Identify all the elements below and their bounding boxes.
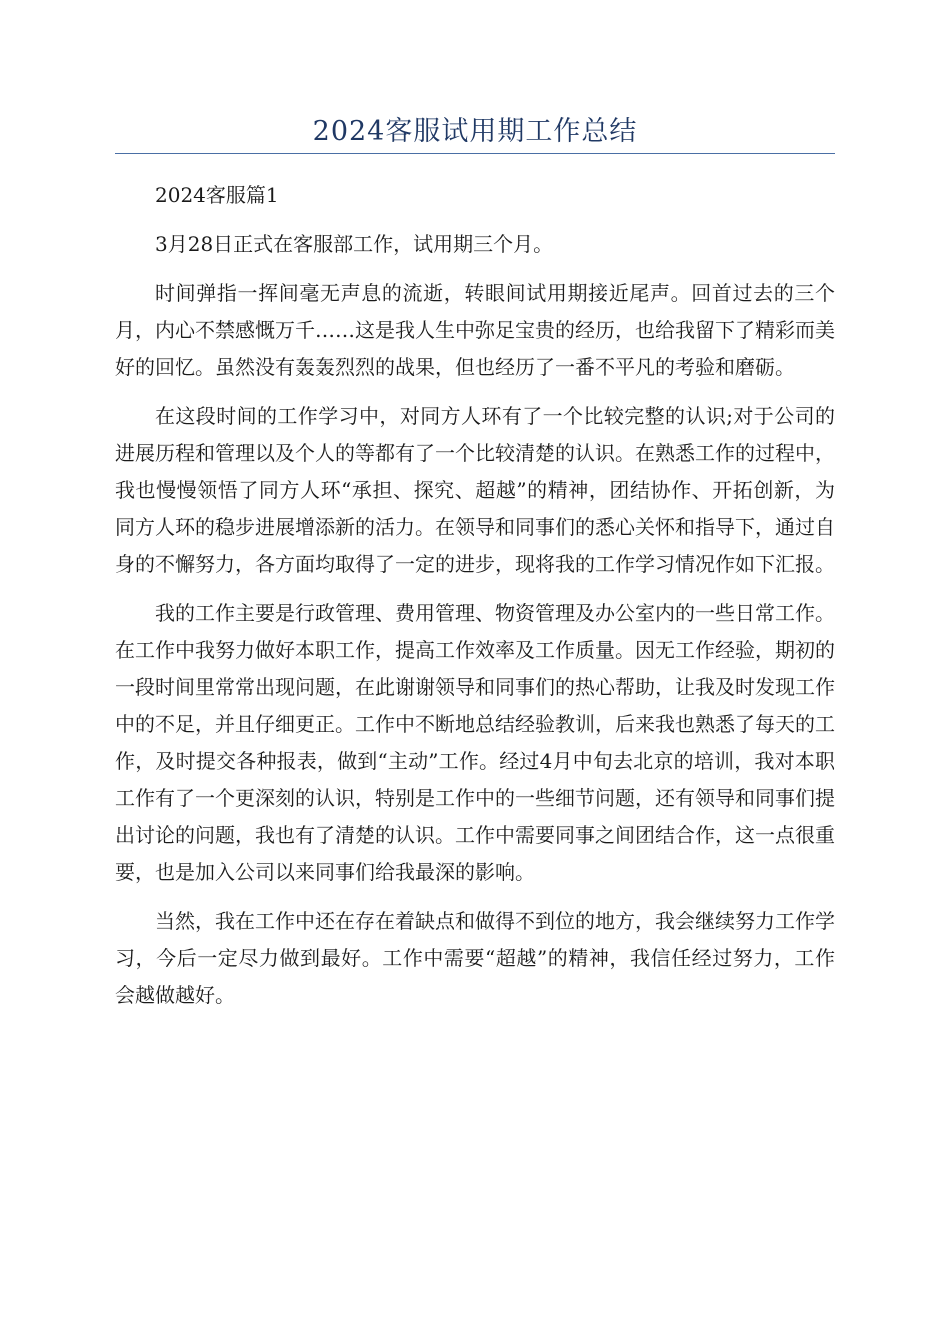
section-heading: 2024客服篇1 <box>155 183 279 207</box>
document-body <box>115 177 835 1026</box>
paragraph-3: 我的工作主要是行政管理、费用管理、物资管理及办公室内的一些日常工作。在工作中我努力做好本职工作，提高工作效率及工作质量。因无工作经验，期初的一段时间里常常出现问题，在此谢谢领导和同事们的热心帮助，让我及时发现工作中的不足，并且仔细更正。工作中不断地总结经验教训，后来我也熟悉了每天的工作，及时提交各种报表，做到“主动”工作。经过4月中旬去北京的培训，我对本职工作有了一个更深刻的认识，特别是工作中的一些细节问题，还有领导和同事们提出讨论的问题，我也有了清楚的认识。工作中需要同事之间团结合作，这一点很重要，也是加入公司以来同事们给我最深的影响。 <box>115 601 835 884</box>
paragraph-1: 时间弹指一挥间毫无声息的流逝，转眼间试用期接近尾声。回首过去的三个月，内心不禁感慨万千……这是我人生中弥足宝贵的经历，也给我留下了精彩而美好的回忆。虽然没有轰轰烈烈的战果，但也经历了一番不平凡的考验和磨砺。 <box>115 281 835 379</box>
paragraph-2: 在这段时间的工作学习中，对同方人环有了一个比较完整的认识;对于公司的进展历程和管理以及个人的等都有了一个比较清楚的认识。在熟悉工作的过程中，我也慢慢领悟了同方人环“承担、探究、超越”的精神，团结协作、开拓创新，为同方人环的稳步进展增添新的活力。在领导和同事们的悉心关怀和指导下，通过自身的不懈努力，各方面均取得了一定的进步，现将我的工作学习情况作如下汇报。 <box>115 404 835 576</box>
paragraph-4: 当然，我在工作中还在存在着缺点和做得不到位的地方，我会继续努力工作学习，今后一定尽力做到最好。工作中需要“超越”的精神，我信任经过努力，工作会越做越好。 <box>115 909 835 1007</box>
document-title: 2024客服试用期工作总结 <box>312 116 638 147</box>
start-line: 3月28日正式在客服部工作，试用期三个月。 <box>155 232 554 256</box>
title-underline <box>115 153 835 154</box>
